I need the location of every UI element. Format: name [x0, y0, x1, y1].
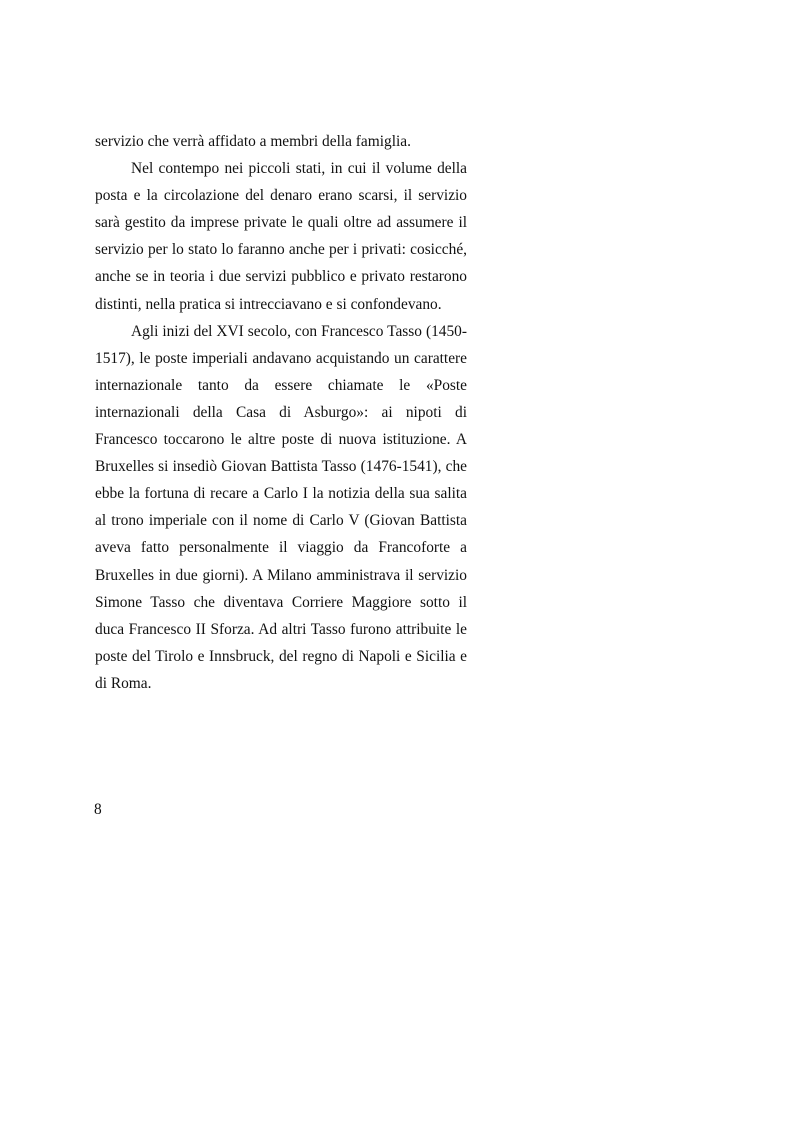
- page-number: 8: [94, 801, 102, 818]
- paragraph-continuation: servizio che verrà affidato a membri della famiglia.: [95, 133, 411, 150]
- body-text: [95, 128, 467, 697]
- paragraph-tasso-family: Agli inizi del XVI secolo, con Francesco Tasso (1450-1517), le poste imperiali andavano acquistando un carattere internazionale tanto da essere chiamate le «Poste internazionali della Casa di Asburgo»: ai nipoti di Francesco toccarono le altre poste di nuova istituzione. A Bruxelles si insediò Giovan Battista Tasso (1476-1541), che ebbe la fortuna di recare a Carlo I la notizia della sua salita al trono imperiale con il nome di Carlo V (Giovan Battista aveva fatto personalmente il viaggio da Francoforte a Bruxelles in due giorni). A Milano amministrava il servizio Simone Tasso che diventava Corriere Maggiore sotto il duca Francesco II Sforza. Ad altri Tasso furono attribuite le poste del Tirolo e Innsbruck, del regno di Napoli e Sicilia e di Roma.: [95, 322, 467, 692]
- paragraph-small-states: Nel contempo nei piccoli stati, in cui il volume della posta e la circolazione del denaro erano scarsi, il servizio sarà gestito da imprese private le quali oltre ad assumere il servizio per lo stato lo faranno anche per i privati: cosicché, anche se in teoria i due servizi pubblico e privato restarono distinti, nella pratica si intrecciavano e si confondevano.: [95, 160, 467, 313]
